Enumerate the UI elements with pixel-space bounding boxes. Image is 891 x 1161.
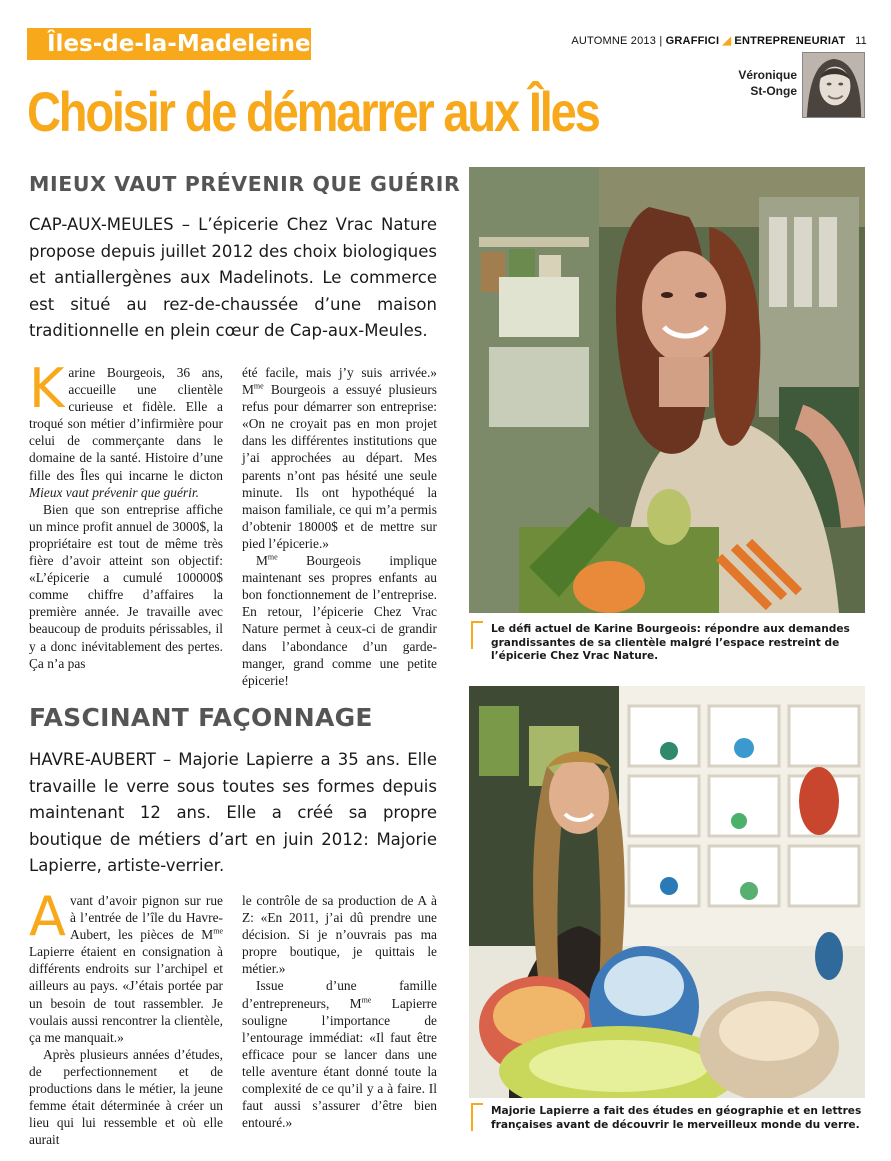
article1-heading: MIEUX VAUT PRÉVENIR QUE GUÉRIR (29, 172, 461, 196)
article1-lede: CAP-AUX-MEULES – L’épicerie Chez Vrac Nature propose depuis juillet 2012 des choix biologiques et antiallergènes aux Madelinots. Le commerce est situé au rez-de-chaussée d’une maison traditionnelle en plein cœur de Cap-aux-Meules. (29, 215, 437, 340)
photo-karine-bourgeois (469, 167, 865, 613)
brand-graffici: GRAFFICI (665, 35, 720, 47)
article2-lede: HAVRE-AUBERT – Majorie Lapierre a 35 ans. Elle travaille le verre sous toutes ses formes depuis maintenant 12 ans. Elle a créé sa propre boutique de métiers d’art en juin 2012: Majorie Lapierre, artiste-verrier. (29, 750, 437, 875)
article1-c2-sup1: me (253, 381, 264, 391)
caption-marker-2 (471, 1103, 483, 1131)
author-byline (697, 67, 797, 99)
issue-date: AUTOMNE 2013 | (571, 35, 663, 47)
article2-column-2 (242, 892, 437, 1131)
caption-marker-1 (471, 621, 483, 649)
article2-c3-p1a: vant d’avoir pignon sur rue à l’entrée de l’île du Havre-Aubert, les pièces de M (69, 893, 223, 943)
article2-column-1 (29, 885, 223, 1148)
article2-c4-p2b: Lapierre souligne l’importance de l’entourage immédiat: «Il faut être efficace pour se lancer dans une telle aventure étant donné toute la complexité de ce qu’il y a à faire. Il faut aussi s’assurer d’être bien entouré.» (242, 995, 437, 1131)
article2-c3-sup: me (213, 926, 223, 936)
article1-c1-p1: arine Bourgeois, 36 ans, accueille une clientèle curieuse et fidèle. Elle a troqué son métier d’infirmière pour celui de commerçante dans le domaine de la santé. Histoire d’une fille des Îles qui incarne le dicton (29, 365, 223, 483)
article2-dropcap: A (29, 885, 66, 948)
article1-column-2 (242, 364, 437, 689)
photo2-caption: Majorie Lapierre a fait des études en géographie et en lettres françaises avant de découvrir le merveilleux monde du verre. (491, 1105, 862, 1131)
article2-c3-p1b: Lapierre étaient en consignation à différents endroits sur l’archipel et ailleurs au pays. «J’étais portée par un besoin de tout rassembler. Je voulais aussi rencontrer la clientèle, ça me manquait.» (29, 944, 223, 1045)
article2-c3-p2: Après plusieurs années d’études, de perfectionnement et de productions dans le métier, la jeune femme était déterminée à créer un lieu qui lui ressemble et où elle aurait (29, 1046, 223, 1148)
article2-heading: FASCINANT FAÇONNAGE (29, 703, 373, 732)
article-title: Choisir de démarrer aux Îles (27, 80, 599, 143)
article1-c2-sup2: me (267, 552, 278, 562)
article2-c4-p1: le contrôle de sa production de A à Z: «En 2011, j’ai dû prendre une décision. Si je n’ouvrais pas ma propre boutique, je quittais le métier.» (242, 893, 437, 977)
article1-c2-p1a: été facile, mais j’y suis arrivée.» M (242, 365, 437, 398)
section-tag: Îles-de-la-Madeleine (27, 28, 311, 60)
article1-dropcap: K (29, 357, 65, 420)
article1-c1-p2: Bien que son entreprise affiche un mince profit annuel de 3000$, la propriétaire est tout de même très fière d’avoir atteint son objectif: «L’épicerie a cumulé 100000$ comme chiffre d’affaires la première année. Je travaille avec beaucoup de produits périssables, il y a donc inévitablement des pertes. Ça n’a pas (29, 501, 223, 671)
photo-majorie-lapierre (469, 686, 865, 1098)
article1-c2-p1b: Bourgeois a essuyé plusieurs refus pour démarrer son entreprise: «On ne croyait pas en mon projet dans les différentes institutions que j’ai approchées au départ. Mes parents n’ont pas hésité une seule minute. Ils ont hypothéqué la maison familiale, ce qui m’a permis d’obtenir 18000$ et de mettre sur pied l’épicerie.» (242, 382, 437, 551)
page-number: 11 (855, 35, 867, 47)
article2-c4-sup: me (361, 995, 372, 1005)
article2-c4-p2a: Issue d’une famille d’entrepreneurs, M (242, 978, 437, 1011)
brand-section: ENTREPRENEURIAT (734, 35, 846, 47)
author-first-name: Véronique (738, 68, 797, 82)
article1-c2-p2a: M (256, 553, 268, 569)
issue-line (571, 34, 867, 47)
author-last-name: St-Onge (750, 84, 797, 98)
author-photo (802, 52, 865, 118)
leaf-icon: ◢ (722, 35, 732, 47)
article1-column-1 (29, 357, 223, 672)
photo1-caption: Le défi actuel de Karine Bourgeois: répondre aux demandes grandissantes de sa clientèle malgré l’espace restreint de l’épicerie Chez Vrac Nature. (491, 623, 850, 663)
article1-proverb: Mieux vaut prévenir que guérir. (29, 484, 199, 500)
article1-c2-p2b: Bourgeois implique maintenant ses propres enfants au bon fonctionnement de l’entreprise. En retour, l’épicerie Chez Vrac Nature permet à ceux-ci de grandir dans l’abondance d’un garde-manger, grand comme une petite épicerie! (242, 553, 437, 688)
